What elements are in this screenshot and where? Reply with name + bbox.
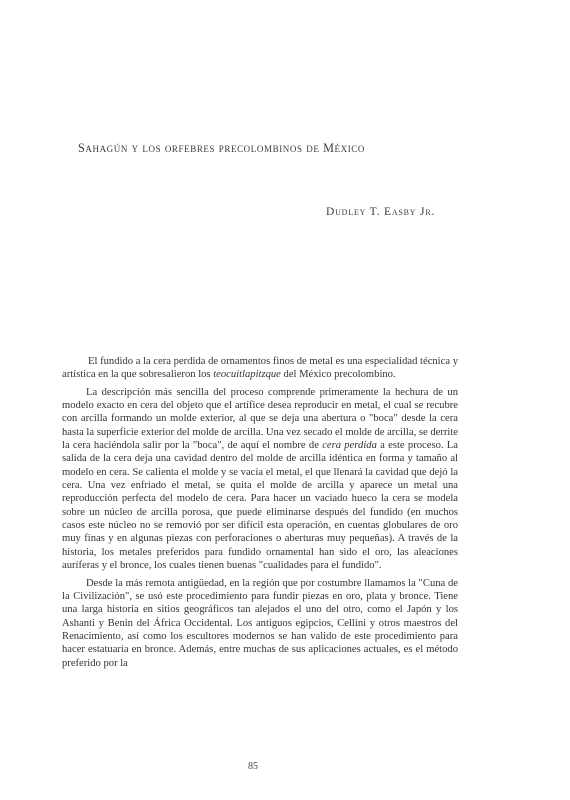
paragraph-1-text-b: del México precolombino. [280, 369, 396, 381]
paragraph-2-text-a: La descripción más sencilla del proceso comprende primeramente la hechura de un modelo exacto en cera del objeto que el artífice desea reproducir en metal, el cual se recubre con arcilla formando un molde exterior, al que se deja una abertura o "boca" desde la cera hasta la superficie exterior del molde de arcilla. Una vez secado el molde de arcilla, se derrite la cera haciéndola salir por la "boca", de aquí el nombre de [62, 386, 458, 452]
article-title: Sahagún y los orfebres precolombinos de México [78, 141, 366, 155]
page-number: 85 [248, 761, 258, 772]
paragraph-3-text-a: Desde la más remota antigüedad, en la región que por costumbre llamamos la "Cuna de la Civilización", se usó este procedimiento para fundir piezas en oro, plata y bronce. Tiene una larga historia en sitios geográficos tan alejados el uno del otro, como el Japón y los Ashanti y Benin del África Occidental. Los antiguos egipcios, Cellini y otros maestros del Renacimiento, así como los escultores modernos se han valido de este procedimiento para hacer estatuaria en bronce. Además, entre muchas de sus aplicaciones actuales, es el método preferido por la [62, 577, 458, 669]
article-body [62, 355, 458, 674]
paragraph-1 [62, 355, 458, 382]
article-author: Dudley T. Easby Jr. [326, 206, 436, 218]
paragraph-2-text-b: a este proceso. La salida de la cera deja una cavidad dentro del molde de arcilla idéntica en forma y tamaño al modelo en cera. Se calienta el molde y se vacía el metal, el que llenará la cavidad que dejó la cera. Una vez enfriado el metal, se quita el molde de arcilla y aparece un metal una reproducción perfecta del modelo de cera. Para hacer un vaciado hueco la cera se modela sobre un núcleo de arcilla porosa, que puede eliminarse después del fundido (en muchos casos este núcleo no se removió por ser difícil esta operación, en cuentas globulares de oro muy finas y en algunas piezas con perforaciones o aberturas muy pequeñas). A través de la historia, los metales preferidos para fundido ornamental han sido el oro, las aleaciones auríferas y el bronce, los cuales tienen buenas "cualidades para el fundido". [62, 440, 458, 572]
paragraph-2-italic-term: cera perdida [322, 440, 377, 452]
paragraph-1-text-a: El fundido a la cera perdida de ornamentos finos de metal es una especialidad técnica y artística en la que sobresalieron los [62, 356, 458, 381]
paragraph-3 [62, 577, 458, 670]
paragraph-2 [62, 386, 458, 573]
paragraph-1-italic-term: teocuitlapitzque [213, 369, 281, 381]
